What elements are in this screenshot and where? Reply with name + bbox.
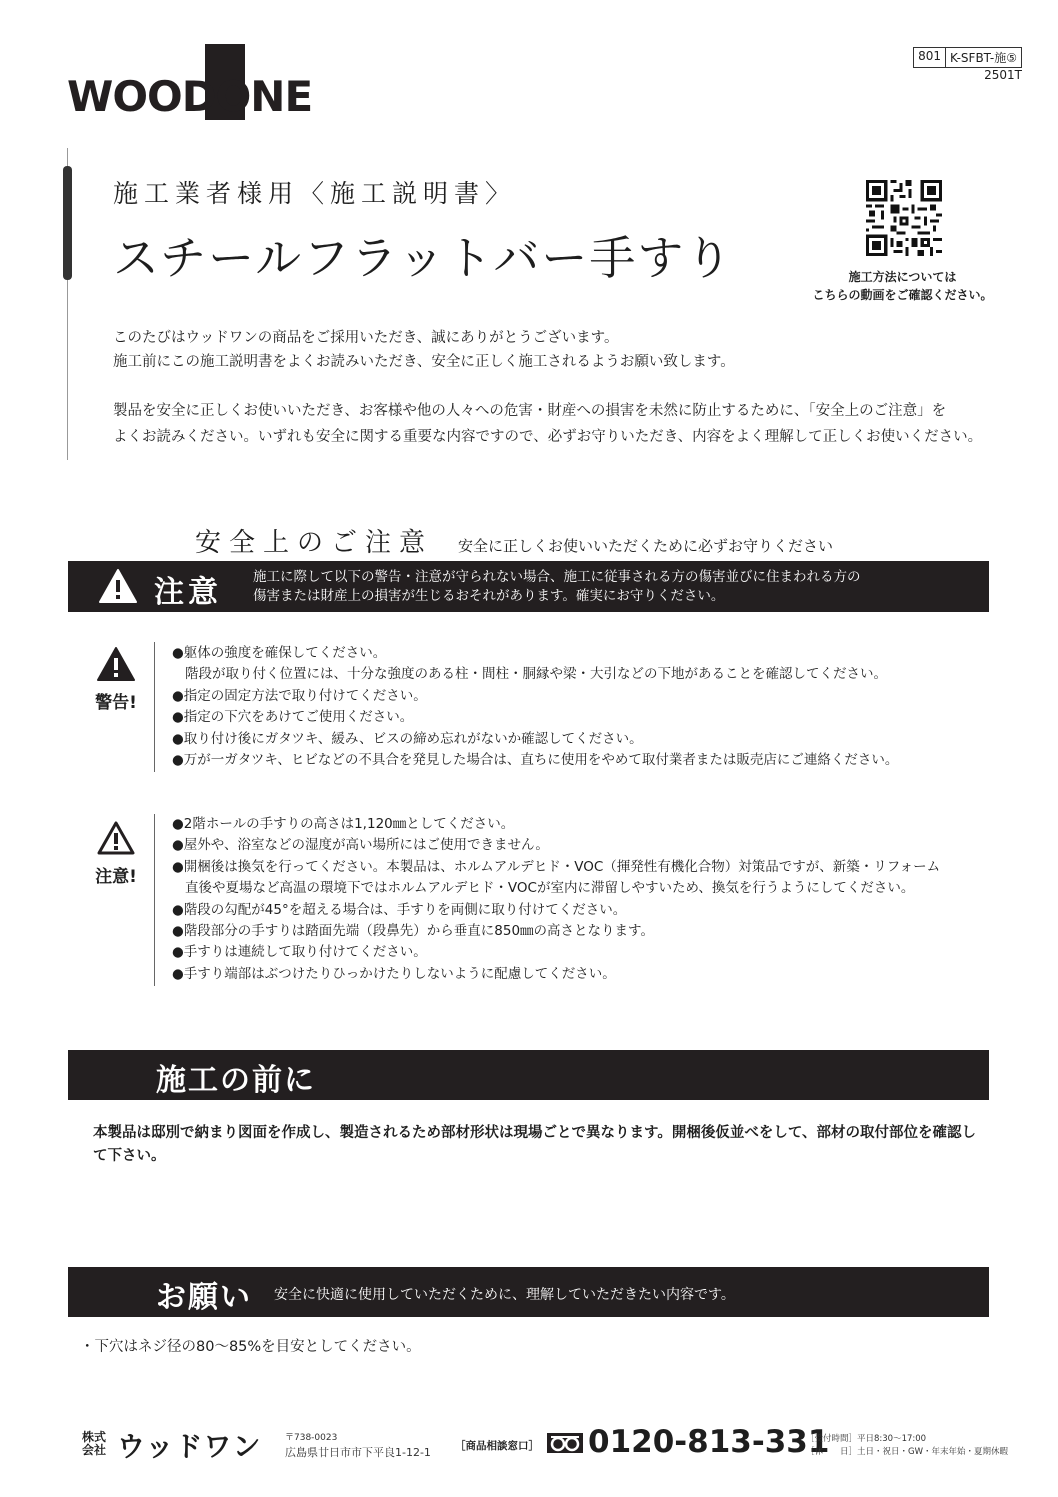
request-text: ・下穴はネジ径の80～85%を目安としてください。 bbox=[80, 1339, 421, 1355]
caution-label: 注意! bbox=[95, 867, 137, 887]
logo-text: WOODONE bbox=[67, 72, 313, 121]
hours-line: ［休 日］土日・祝日・GW・年末年始・夏期休暇 bbox=[806, 1447, 1008, 1457]
hours-line: ［受付時間］平日8:30～17:00 bbox=[806, 1434, 927, 1444]
list-item: ●指定の下穴をあけてご使用ください。 bbox=[172, 709, 414, 726]
doc-title: スチールフラットバー手すり bbox=[113, 231, 734, 285]
intro-line: よくお読みください。いずれも安全に関する重要な内容ですので、必ずお守りいただき、内容をよく理解して正しくお使いください。 bbox=[113, 429, 983, 445]
before-text: 本製品は邸別で納まり図面を作成し、製造されるため部材形状は現場ごとで異なります。開梱後仮並べをして、部材の取付部位を確認して下さい。 bbox=[93, 1125, 977, 1164]
list-item: ●手すり端部はぶつけたりひっかけたりしないように配慮してください。 bbox=[172, 965, 616, 982]
list-item: ●躯体の強度を確保してください。 bbox=[172, 645, 387, 661]
list-item: ●屋外や、浴室などの湿度が高い場所にはご使用できません。 bbox=[172, 837, 549, 854]
list-item: ●開梱後は換気を行ってください。本製品は、ホルムアルデヒド・VOC（揮発性有機化合物）対策品ですが、新築・リフォーム bbox=[172, 858, 941, 875]
list-item: 直後や夏場など高温の環境下ではホルムアルデヒド・VOCが室内に滞留しやすいため、換気を行うようにしてください。 bbox=[185, 880, 915, 897]
qr-caption bbox=[800, 268, 1005, 304]
before-banner bbox=[68, 1050, 989, 1100]
freedial-icon bbox=[547, 1433, 583, 1453]
footer-phone[interactable]: 0120-813-331 bbox=[588, 1424, 830, 1460]
qr-caption-line: こちらの動画をご確認ください。 bbox=[812, 288, 993, 302]
caution-banner bbox=[68, 561, 989, 612]
code-id: K-SFBT-施⑤ bbox=[945, 48, 1021, 67]
footer-address: 広島県廿日市市下平良1-12-1 bbox=[285, 1446, 431, 1459]
code-number: 801 bbox=[918, 49, 941, 63]
caution-separator bbox=[154, 814, 155, 986]
corp-mark-line: 会社 bbox=[82, 1443, 107, 1457]
list-item: ●取り付け後にガタツキ、緩み、ビスの締め忘れがないか確認してください。 bbox=[172, 730, 643, 747]
doc-subtitle: 施工業者様用〈施工説明書〉 bbox=[113, 179, 517, 208]
caution-line: 傷害または財産上の損害が生じるおそれがあります。確実にお守りください。 bbox=[253, 588, 725, 604]
footer-desk-label: ［商品相談窓口］ bbox=[455, 1440, 539, 1452]
caution-word: 注意 bbox=[154, 575, 222, 610]
caution-banner-text bbox=[253, 568, 861, 606]
list-item: ●手すりは連続して取り付けてください。 bbox=[172, 944, 427, 961]
list-item: ●万が一ガタツキ、ヒビなどの不具合を発見した場合は、直ちに使用をやめて取付業者または販売店にご連絡ください。 bbox=[172, 752, 899, 769]
revision-code: 2501T bbox=[984, 68, 1022, 82]
footer-company-name: ウッドワン bbox=[117, 1430, 262, 1463]
caution-label-block bbox=[86, 820, 146, 887]
intro-paragraph bbox=[113, 326, 735, 374]
request-title: お願い bbox=[156, 1280, 252, 1315]
qr-caption-line: 施工方法については bbox=[848, 270, 957, 284]
list-item: ●指定の固定方法で取り付けてください。 bbox=[172, 687, 427, 704]
list-item: 階段が取り付く位置には、十分な強度のある柱・間柱・胴縁や梁・大引などの下地があることを確認してください。 bbox=[185, 666, 887, 683]
request-subtitle: 安全に快適に使用していただくために、理解していただきたい内容です。 bbox=[274, 1287, 735, 1303]
list-item: ●階段の勾配が45°を超える場合は、手すりを両側に取り付けてください。 bbox=[172, 901, 627, 918]
document-code-box bbox=[913, 47, 1022, 68]
caution-list bbox=[172, 814, 940, 985]
footer-corp-mark bbox=[82, 1431, 106, 1457]
warning-triangle-icon bbox=[98, 568, 138, 604]
warning-triangle-icon bbox=[96, 646, 136, 682]
warning-list bbox=[172, 643, 898, 771]
intro-line: 施工前にこの施工説明書をよくお読みいただき、安全に正しく施工されるようお願い致します。 bbox=[113, 354, 735, 370]
intro-paragraph-2 bbox=[113, 398, 993, 450]
qr-code-icon[interactable] bbox=[866, 180, 942, 256]
woodone-logo bbox=[67, 42, 312, 122]
list-item: ●2階ホールの手すりの高さは1,120㎜としてください。 bbox=[172, 816, 515, 832]
footer-hours bbox=[806, 1433, 1008, 1459]
warning-label-block bbox=[86, 646, 146, 713]
before-title: 施工の前に bbox=[156, 1063, 316, 1098]
intro-line: 製品を安全に正しくお使いいただき、お客様や他の人々への危害・財産への損害を未然に防止するために、「安全上のご注意」を bbox=[113, 403, 947, 419]
footer-zip: 〒738-0023 bbox=[285, 1433, 338, 1443]
safety-subheading: 安全に正しくお使いいただくために必ずお守りください bbox=[458, 537, 834, 555]
list-item: ●階段部分の手すりは踏面先端（段鼻先）から垂直に850㎜の高さとなります。 bbox=[172, 923, 654, 940]
caution-line: 施工に際して以下の警告・注意が守られない場合、施工に従事される方の傷害並びに住まわれる方の bbox=[253, 569, 861, 585]
corp-mark-line: 株式 bbox=[82, 1430, 107, 1444]
caution-triangle-icon bbox=[96, 820, 136, 856]
warning-separator bbox=[154, 642, 155, 772]
title-accent-bar bbox=[63, 166, 72, 280]
warning-label: 警告! bbox=[95, 693, 137, 713]
request-banner bbox=[68, 1267, 989, 1317]
intro-line: このたびはウッドワンの商品をご採用いただき、誠にありがとうございます。 bbox=[113, 330, 619, 346]
safety-heading: 安全上のご注意 bbox=[195, 528, 434, 558]
